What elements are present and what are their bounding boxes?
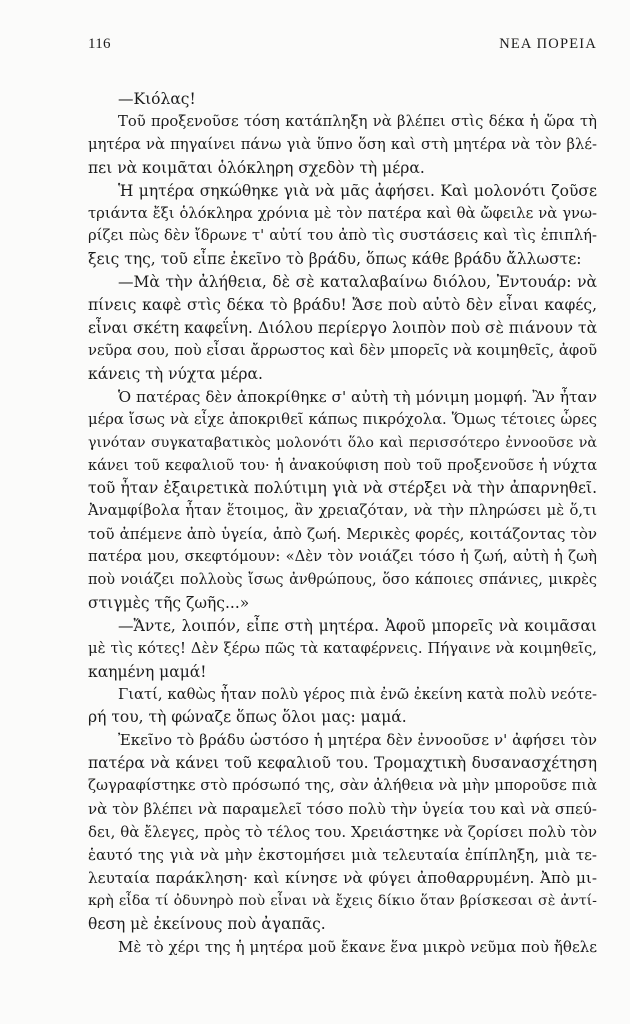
text-line: τοῦ ἦταν ἐξαιρετικὰ πολύτιμη γιὰ νὰ στέρξει νὰ τὴν ἀπαρνηθεῖ. xyxy=(88,479,597,498)
text-line: ξεις της, τοῦ εἶπε ἐκεῖνο τὸ βράδυ, ὅπως κάθε βράδυ ἄλλωστε: xyxy=(88,250,582,269)
text-line: μέρα ἴσως νὰ εἶχε ἀποκριθεῖ κάπως πικρόχολα. Ὅμως τέτοιες ὧρες xyxy=(88,410,597,428)
text-line: Γιατί, καθὼς ἦταν πολὺ γέρος πιὰ ἐνῶ ἐκείνη κατὰ πολὺ νεότε- xyxy=(118,685,597,703)
text-line: πει νὰ κοιμᾶται ὁλόκληρη σχεδὸν τὴ μέρα. xyxy=(88,158,425,177)
text-line: γινόταν συγκαταβατικὸς μολονότι ὅλο καὶ περισσότερο ἐννοοῦσε νὰ xyxy=(88,434,597,451)
text-line: εἶναι σκέτη καφεΐνη. Διόλου περίεργο λοιπὸν ποὺ σὲ πιάνουν τὰ xyxy=(88,319,598,338)
text-line: τοῦ ἀπέμενε ἀπὸ ὑγεία, ἀπὸ ζωή. Μερικὲς φορές, κοιτάζοντας τὸν xyxy=(88,525,597,544)
text-line: Ὁ πατέρας δὲν ἀποκρίθηκε σ' αὐτὴ τὴ μόνιμη μομφή. Ἂν ἦταν xyxy=(118,387,597,406)
text-line: Ἡ μητέρα σηκώθηκε γιὰ νὰ μᾶς ἀφήσει. Καὶ μολονότι ζοῦσε xyxy=(118,181,597,200)
text-line: πατέρα νὰ κάνει τοῦ κεφαλιοῦ του. Τρομαχτικὴ δυσανασχέτηση xyxy=(88,754,597,773)
text-line: μὲ τὶς κότες! Δὲν ξέρω πῶς τὰ καταφέρνεις. Πήγαινε νὰ κοιμηθεῖς, xyxy=(88,639,597,657)
text-line: μητέρα νὰ πηγαίνει πάνω γιὰ ὕπνο ὅση καὶ στὴ μητέρα νὰ τὸν βλέ- xyxy=(88,135,597,153)
text-line: ἑαυτό της γιὰ νὰ μὴν ἐκστομήσει μιὰ τελευταία ἐπίπληξη, μιὰ τε- xyxy=(88,845,597,864)
text-line: ρίζει πὼς δὲν ἴδρωνε τ' αὐτί του ἀπὸ τὶς συστάσεις καὶ τὶς ἐπιπλή- xyxy=(88,227,597,245)
text-line: Τοῦ προξενοῦσε τόση κατάπληξη νὰ βλέπει στὶς δέκα ἡ ὥρα τὴ xyxy=(118,112,597,130)
text-line: —Μὰ τὴν ἀλήθεια, δὲ σὲ καταλαβαίνω διόλου, Ἐντουάρ: νὰ xyxy=(118,273,597,292)
running-title: ΝΕΑ ΠΟΡΕΙΑ xyxy=(499,36,597,52)
text-line: Ἀναμφίβολα ἦταν ἕτοιμος, ἂν χρειαζόταν, νὰ τὴν πληρώσει μὲ ὅ,τι xyxy=(88,502,597,520)
body-text xyxy=(88,88,597,958)
text-line: —Ἄντε, λοιπόν, εἶπε στὴ μητέρα. Ἀφοῦ μπορεῖς νὰ κοιμᾶσαι xyxy=(118,616,597,635)
text-line: πίνεις καφὲ στὶς δέκα τὸ βράδυ! Ἄσε ποὺ αὐτὸ δὲν εἶναι καφές, xyxy=(88,296,597,315)
text-line: ρή του, τὴ φώναζε ὅπως ὅλοι μας: μαμά. xyxy=(88,708,407,727)
page-header xyxy=(88,36,597,60)
text-line: κρὴ εἶδα τί ὀδυνηρὸ ποὺ εἶναι νὰ ἔχεις δίκιο ὅταν βρίσκεσαι σὲ ἀντί- xyxy=(88,892,597,909)
text-line: τριάντα ἔξι ὁλόκληρα χρόνια μὲ τὸν πατέρα καὶ θὰ ὤφειλε νὰ γνω- xyxy=(88,204,597,222)
text-line: ποὺ νοιάζει πολλοὺς ἴσως ἀνθρώπους, ὅσο κάποιες σπάνιες, μικρὲς xyxy=(88,572,597,589)
text-line: στιγμὲς τῆς ζωῆς...» xyxy=(88,593,250,612)
text-line: δει, θὰ ἔλεγες, πρὸς τὸ τέλος του. Χρειάστηκε νὰ ζορίσει πολὺ τὸν xyxy=(88,823,597,841)
text-line: κάνει τοῦ κεφαλιοῦ του· ἡ ἀνακούφιση ποὺ τοῦ προξενοῦσε ἡ νύχτα xyxy=(88,457,597,474)
text-line: λευταία παράκληση· καὶ κίνησε νὰ φύγει ἀποθαρρυμένη. Ἀπὸ μι- xyxy=(88,868,597,887)
page-number: 116 xyxy=(88,36,111,52)
text-line: —Κιόλας! xyxy=(118,90,196,108)
text-line: ζωγραφίστηκε στὸ πρόσωπό της, σὰν ἀλήθεια νὰ μὴν μποροῦσε πιὰ xyxy=(88,777,597,795)
text-line: καημένη μαμά! xyxy=(88,662,207,681)
text-line: νεῦρα σου, ποὺ εἶσαι ἄρρωστος καὶ δὲν μπορεῖς νὰ κοιμηθεῖς, ἀφοῦ xyxy=(88,341,598,359)
text-line: κάνεις τὴ νύχτα μέρα. xyxy=(88,364,263,383)
text-line: νὰ τὸν βλέπει νὰ παραμελεῖ τόσο πολὺ τὴν ὑγεία του καὶ νὰ σπεύ- xyxy=(88,800,597,819)
text-line: θεση μὲ ἐκείνους ποὺ ἀγαπᾶς. xyxy=(88,914,326,933)
text-line: Μὲ τὸ χέρι της ἡ μητέρα μοῦ ἔκανε ἕνα μικρὸ νεῦμα ποὺ ἤθελε xyxy=(118,937,597,956)
text-line: Ἐκεῖνο τὸ βράδυ ὡστόσο ἡ μητέρα δὲν ἐννοοῦσε ν' ἀφήσει τὸν xyxy=(118,731,597,750)
text-line: πατέρα μου, σκεφτόμουν: «Δὲν τὸν νοιάζει τόσο ἡ ζωή, αὐτὴ ἡ ζωὴ xyxy=(88,548,597,566)
